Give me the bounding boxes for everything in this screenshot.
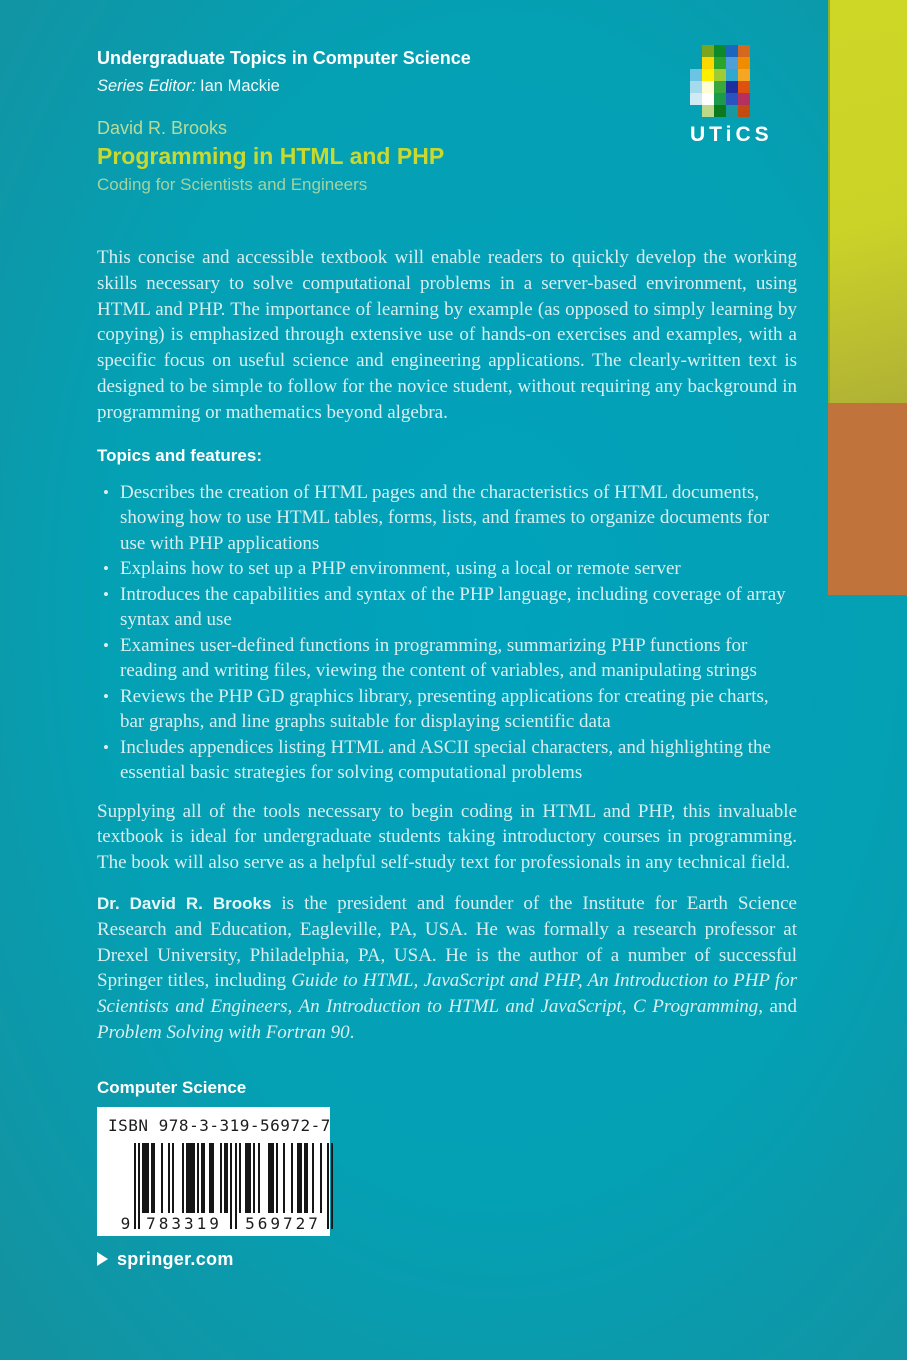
bio-segment: Problem Solving with Fortran 90 bbox=[97, 1021, 350, 1043]
author-bio-paragraph bbox=[97, 891, 797, 1046]
isbn-barcode-panel bbox=[97, 1107, 330, 1236]
topic-item: • Explains how to set up a PHP environment, using a local or remote server bbox=[97, 556, 797, 582]
decor-stripe-yellow bbox=[828, 0, 907, 403]
cover-content bbox=[97, 0, 797, 1270]
series-title: Undergraduate Topics in Computer Science bbox=[97, 48, 471, 68]
bio-segment: . bbox=[349, 1021, 355, 1043]
topic-item: • Introduces the capabilities and syntax of the PHP language, including coverage of array syntax and use bbox=[97, 582, 797, 633]
decor-stripe-orange bbox=[828, 403, 907, 595]
arrow-right-icon bbox=[97, 1252, 108, 1266]
bio-segment: is the president and founder of the Institute for Earth Science Research and Education, Eagleville, PA, USA. He was formally a research professor at Drexel University, Philadelphia, PA, USA. He is the author of a number of successful Springer titles, including bbox=[97, 892, 797, 992]
springer-line bbox=[97, 1249, 797, 1270]
closing-paragraph: Supplying all of the tools necessary to begin coding in HTML and PHP, this invaluable textbook is ideal for undergraduate students taking introductory courses in programming. The book will also serve as a helpful self-study text for professionals in any technical field. bbox=[97, 800, 797, 874]
isbn-label: ISBN 978-3-319-56972-7 bbox=[108, 1115, 331, 1135]
springer-label: springer.com bbox=[117, 1248, 234, 1269]
utics-logo-text: UTiCS bbox=[690, 123, 773, 146]
topics-list bbox=[97, 480, 797, 786]
barcode-module bbox=[331, 1143, 333, 1229]
barcode bbox=[121, 1143, 321, 1233]
book-subtitle: Coding for Scientists and Engineers bbox=[97, 175, 368, 194]
bio-segment: Guide to HTML, JavaScript and PHP, An Introduction to PHP for Scientists and Engineers, An Introduction to HTML and JavaScript, C Programming, bbox=[97, 970, 797, 1018]
description-paragraph: This concise and accessible textbook will enable readers to quickly develop the working skills necessary to solve computational problems in a server-based environment, using HTML and PHP. The importance of learning by example (as opposed to simply learning by copying) is emphasized through extensive use of hands-on exercises and examples, with a specific focus on useful science and engineering applications. The clearly-written text is designed to be simple to follow for the novice student, without requiring any background in programming or mathematics beyond algebra. bbox=[97, 247, 797, 423]
author-name: David R. Brooks bbox=[97, 118, 228, 138]
topic-item: • Describes the creation of HTML pages and the characteristics of HTML documents, showing how to use HTML tables, forms, lists, and frames to organize documents for use with PHP applications bbox=[97, 480, 797, 557]
bio-segment: and bbox=[762, 996, 797, 1018]
barcode-digit-lead: 9 bbox=[120, 1213, 131, 1233]
book-title: Programming in HTML and PHP bbox=[97, 143, 445, 169]
barcode-digit-group-1: 783319 bbox=[142, 1215, 226, 1233]
series-editor-label: Series Editor: bbox=[97, 77, 197, 95]
barcode-digit-group-2: 569727 bbox=[241, 1215, 325, 1233]
topic-item: • Reviews the PHP GD graphics library, presenting applications for creating pie charts, bar graphs, and line graphs suitable for displaying scientific data bbox=[97, 684, 797, 735]
category-label: Computer Science bbox=[97, 1077, 247, 1097]
topic-item: • Examines user-defined functions in programming, summarizing PHP functions for reading and writing files, viewing the content of variables, and manipulating strings bbox=[97, 633, 797, 684]
bio-segment: Dr. David R. Brooks bbox=[97, 893, 272, 913]
series-editor-name: Ian Mackie bbox=[200, 77, 280, 95]
series-editor-line bbox=[97, 77, 797, 96]
topic-item: • Includes appendices listing HTML and ASCII special characters, and highlighting the essential basic strategies for solving computational problems bbox=[97, 735, 797, 786]
topics-heading: Topics and features: bbox=[97, 445, 262, 465]
